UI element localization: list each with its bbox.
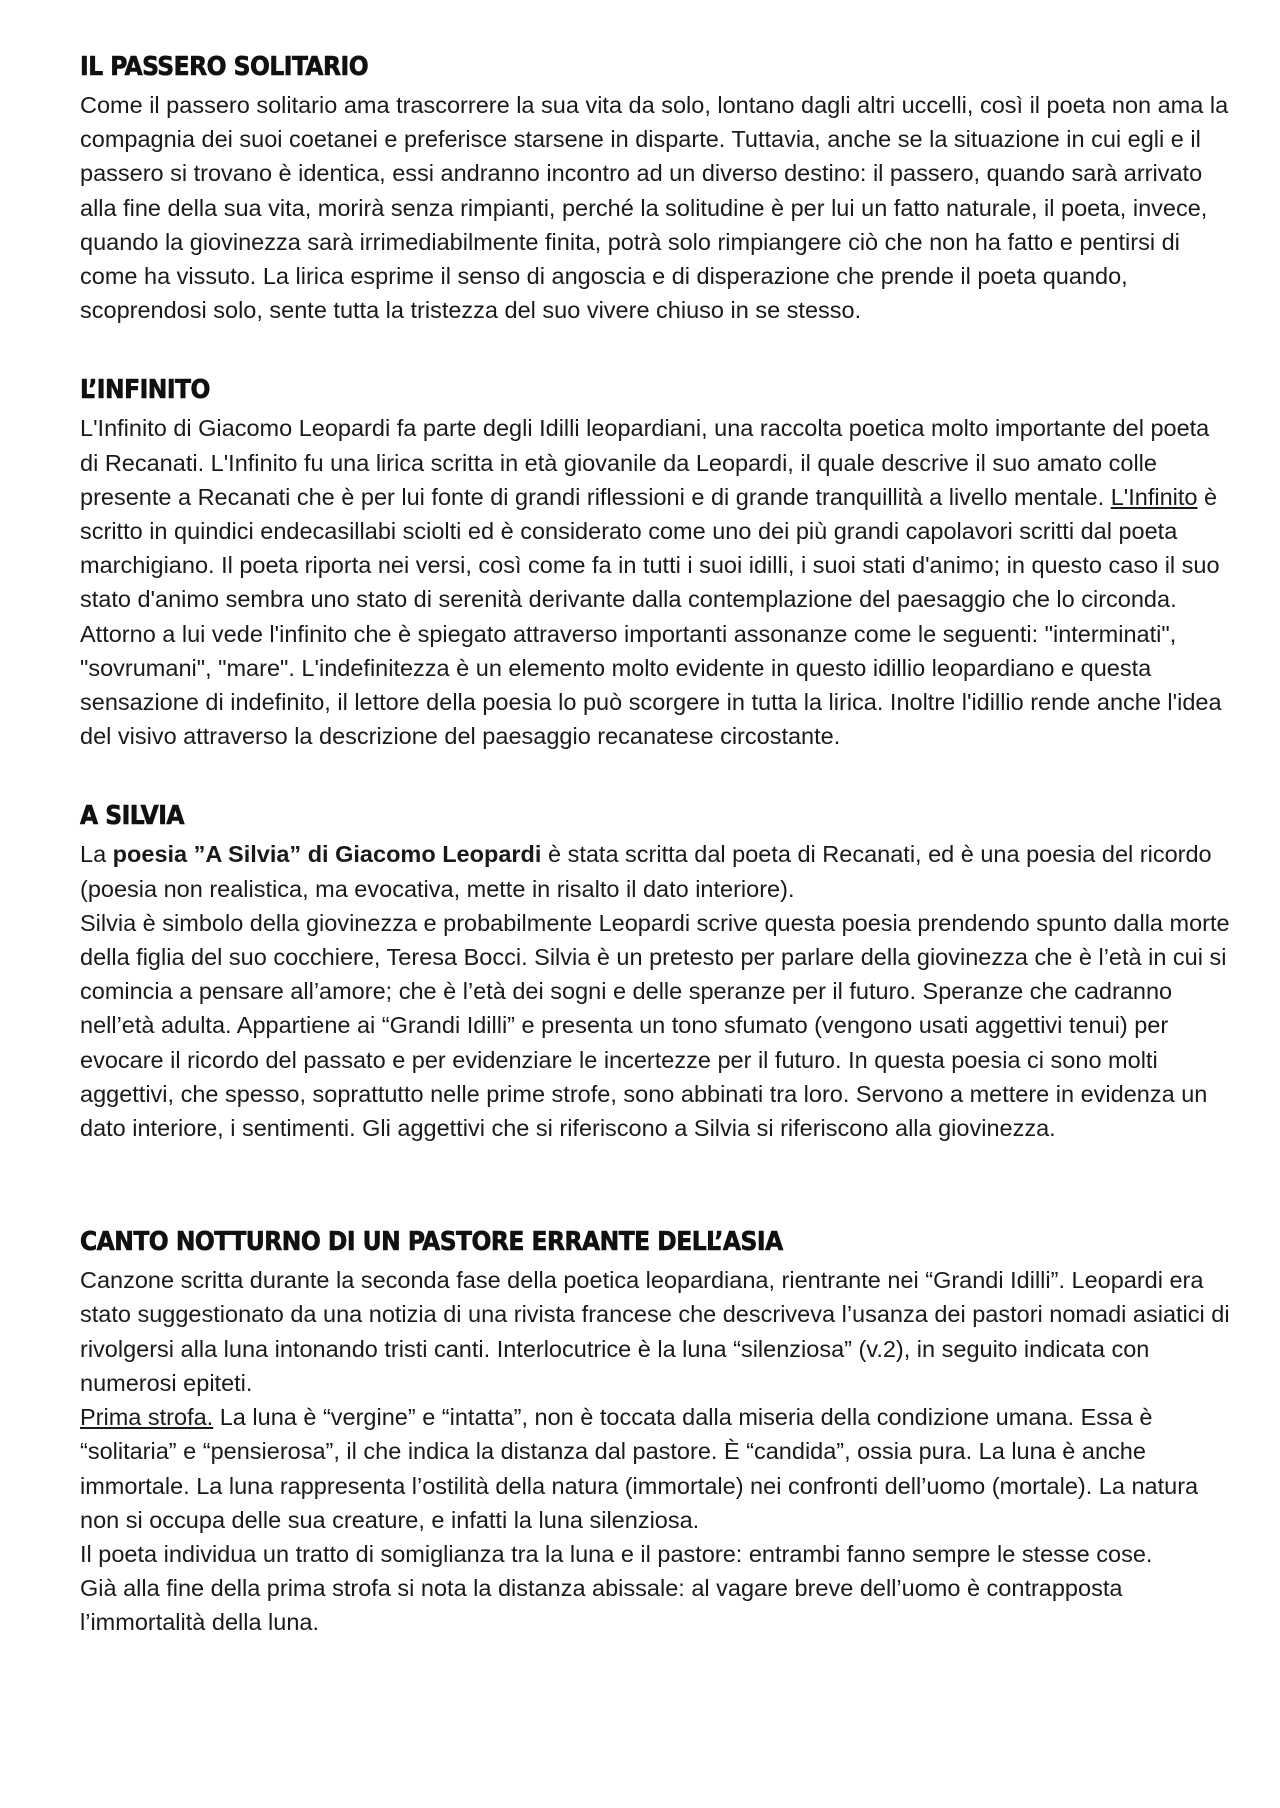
- section-title: L’INFINITO: [80, 375, 210, 406]
- section-paragraph: Canzone scritta durante la seconda fase della poetica leopardiana, rientrante nei “Grandi Idilli”. Leopardi era stato suggestionato da una notizia di una rivista francese che descriveva l’usanza dei pastori nomadi asiatici di rivolgersi alla luna intonando tristi canti. Interlocutrice è la luna “silenziosa” (v.2), in seguito indicata con numerosi epiteti.: [80, 1267, 1230, 1396]
- paragraph-text: L'Infinito di Giacomo Leopardi fa parte degli Idilli leopardiani, una raccolta poetica molto importante del poeta di Recanati. L'Infinito fu una lirica scritta in età giovanile da Leopardi, il quale descrive il suo amato colle presente a Recanati che è per lui fonte di grandi riflessioni e di grande tranquillità a livello mentale.: [80, 415, 1210, 510]
- section-paragraph: Come il passero solitario ama trascorrere la sua vita da solo, lontano dagli altri uccelli, così il poeta non ama la compagnia dei suoi coetanei e preferisce starsene in disparte. Tuttavia, anche se la situazione in cui egli e il passero si trovano è identica, essi andranno incontro ad un diverso destino: il passero, quando sarà arrivato alla fine della sua vita, morirà senza rimpianti, perché la solitudine è per lui un fatto naturale, il poeta, invece, quando la giovinezza sarà irrimediabilmente finita, potrà solo rimpiangere ciò che non ha fatto e pentirsi di come ha vissuto. La lirica esprime il senso di angoscia e di disperazione che prende il poeta quando, scoprendosi solo, sente tutta la tristezza del suo vivere chiuso in se stesso.: [80, 92, 1229, 324]
- section-paragraph: Il poeta individua un tratto di somiglianza tra la luna e il pastore: entrambi fanno sempre le stesse cose.: [80, 1540, 1153, 1567]
- section-paragraph: [80, 411, 1230, 753]
- infinito-link[interactable]: L'Infinito: [1110, 483, 1198, 510]
- paragraph-text: La luna è “vergine” e “intatta”, non è toccata dalla miseria della condizione umana. Essa è “solitaria” e “pensierosa”, il che indica la distanza dal pastore. È “candida”, ossia pura. La luna è anche immortale. La luna rappresenta l’ostilità della natura (immortale) nei confronti dell’uomo (mortale). La natura non si occupa delle sua creature, e infatti la luna silenziosa.: [80, 1404, 1199, 1533]
- paragraph-text: è stata scritta dal poeta di Recanati, ed è una poesia del ricordo (poesia non realistica, ma evocativa, mette in risalto il dato interiore).: [80, 841, 1212, 902]
- bold-text: poesia ”A Silvia” di Giacomo Leopardi: [112, 841, 542, 868]
- section-passero-solitario: [80, 46, 1230, 327]
- section-paragraph: Già alla fine della prima strofa si nota la distanza abissale: al vagare breve dell’uomo è contrapposta l’immortalità della luna.: [80, 1575, 1123, 1636]
- section-title: IL PASSERO SOLITARIO: [80, 52, 369, 82]
- section-canto-notturno: [80, 1221, 1230, 1639]
- prima-strofa-link[interactable]: Prima strofa.: [80, 1404, 214, 1431]
- section-paragraph: Silvia è simbolo della giovinezza e probabilmente Leopardi scrive questa poesia prendendo spunto dalla morte della figlia del suo cocchiere, Teresa Bocci. Silvia è un pretesto per parlare della giovinezza che è l’età in cui si comincia a pensare all’amore; che è l’età dei sogni e delle speranze per il futuro. Speranze che cadranno nell’età adulta. Appartiene ai “Grandi Idilli” e presenta un tono sfumato (vengono usati aggettivi tenui) per evocare il ricordo del passato e per evidenziare le incertezze per il futuro. In questa poesia ci sono molti aggettivi, che spesso, soprattutto nelle prime strofe, sono abbinati tra loro. Servono a mettere in evidenza un dato interiore, i sentimenti. Gli aggettivi che si riferiscono a Silvia si riferiscono alla giovinezza.: [80, 909, 1230, 1142]
- paragraph-text: La: [80, 841, 113, 868]
- section-a-silvia: [80, 795, 1230, 1145]
- section-title: CANTO NOTTURNO DI UN PASTORE ERRANTE DELL’ASIA: [80, 1227, 783, 1258]
- section-infinito: [80, 369, 1230, 753]
- section-paragraph: [80, 837, 1230, 905]
- section-paragraph: [80, 1400, 1230, 1537]
- section-title: A SILVIA: [80, 801, 185, 832]
- paragraph-text: è scritto in quindici endecasillabi sciolti ed è considerato come uno dei più grandi capolavori scritti dal poeta marchigiano. Il poeta riporta nei versi, così come fa in tutti i suoi idilli, i suoi stati d'animo; in questo caso il suo stato d'animo sembra uno stato di serenità derivante dalla contemplazione del paesaggio che lo circonda. Attorno a lui vede l'infinito che è spiegato attraverso importanti assonanze come le seguenti: "interminati", "sovrumani", "mare". L'indefinitezza è un elemento molto evidente in questo idillio leopardiano e questa sensazione di indefinito, il lettore della poesia lo può scorgere in tutta la lirica. Inoltre l'idillio rende anche l'idea del visivo attraverso la descrizione del paesaggio recanatese circostante.: [80, 483, 1222, 750]
- document-page: [80, 46, 1230, 1640]
